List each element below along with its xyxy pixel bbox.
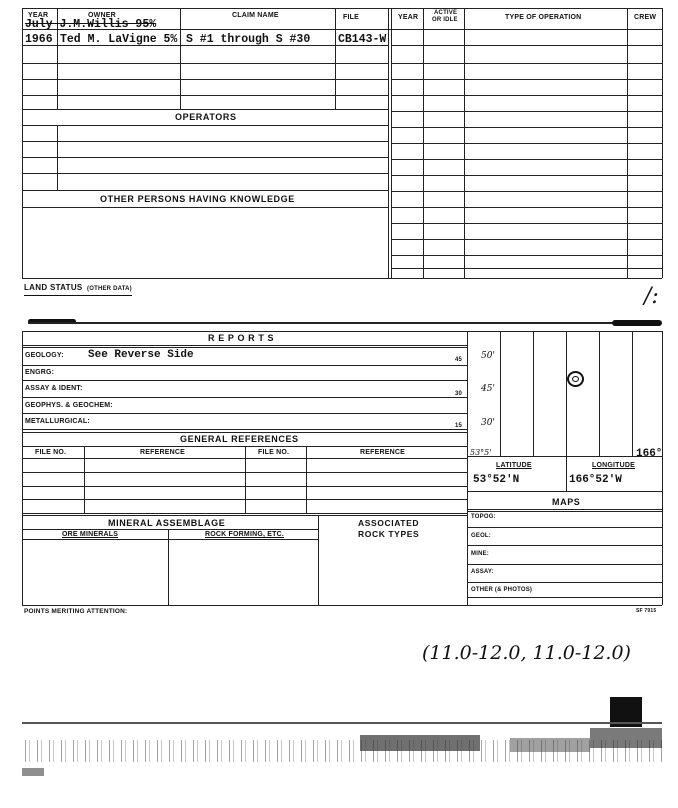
tick-45: 45 — [455, 357, 463, 363]
maps-other: OTHER (& PHOTOS) — [471, 587, 533, 593]
entry-owner: Ted M. LaVigne 5% — [60, 33, 178, 46]
tick-30: 30 — [455, 391, 463, 397]
header-owner: OWNER — [88, 12, 116, 19]
reports-title: R E P O R T S — [208, 333, 275, 343]
points-meriting-attention: POINTS MERITING ATTENTION: — [24, 608, 128, 615]
handwritten-coordinates: (11.0-12.0, 11.0-12.0) — [422, 642, 631, 664]
geology-value: See Reverse Side — [88, 349, 194, 361]
maps-geol: GEOL: — [471, 533, 491, 539]
grid-lat-53: 53°5' — [470, 448, 492, 457]
ref-reference-1: REFERENCE — [140, 449, 185, 456]
longitude-value: 166°52'W — [569, 474, 622, 486]
header-year-right: YEAR — [398, 14, 419, 21]
land-status-text: LAND STATUS — [24, 283, 83, 292]
header-claim-name: CLAIM NAME — [232, 12, 279, 19]
entry-year: 1966 — [25, 33, 53, 46]
longitude-label: LONGITUDE — [592, 462, 636, 469]
entry-file: CB143-W — [338, 33, 387, 46]
operators-title: OPERATORS — [175, 112, 237, 122]
header-year: YEAR — [28, 12, 49, 19]
rock-types-label: ROCK TYPES — [358, 529, 420, 539]
rock-forming-label: ROCK FORMING, ETC. — [205, 531, 285, 538]
header-crew: CREW — [634, 14, 657, 21]
tick-15: 15 — [455, 423, 463, 429]
other-persons-title: OTHER PERSONS HAVING KNOWLEDGE — [100, 194, 295, 204]
entry-claim-name: S #1 through S #30 — [186, 33, 311, 46]
geology-label: GEOLOGY: — [25, 352, 64, 359]
corner-pen-mark: /: — [644, 284, 659, 309]
header-file: FILE — [343, 14, 359, 21]
ore-minerals-label: ORE MINERALS — [62, 531, 119, 538]
corner-longitude: 166° — [636, 448, 663, 460]
location-marker — [567, 371, 584, 387]
grid-lat-50: 50' — [481, 351, 495, 361]
form-number: SF 7915 — [636, 608, 657, 614]
geophys-label: GEOPHYS. & GEOCHEM: — [25, 402, 113, 409]
maps-topog: TOPOG: — [471, 514, 496, 520]
maps-assay: ASSAY: — [471, 569, 494, 575]
struck-owner-entry: July J.M.Willis 95% — [25, 18, 157, 31]
land-status-label — [24, 277, 132, 296]
maps-title: MAPS — [552, 497, 581, 507]
grid-lat-45: 45' — [481, 384, 495, 394]
ref-file-no-1: FILE NO. — [35, 449, 67, 456]
assay-ident-label: ASSAY & IDENT: — [25, 385, 83, 392]
mineral-assemblage-title: MINERAL ASSEMBLAGE — [108, 518, 226, 528]
grid-lat-30: 30' — [481, 418, 495, 428]
metallurgical-label: METALLURGICAL: — [25, 418, 90, 425]
header-type-of-operation: TYPE OF OPERATION — [505, 14, 582, 21]
divider-rule — [28, 322, 660, 324]
latitude-value: 53°52'N — [473, 474, 520, 486]
header-active: ACTIVE — [434, 10, 458, 16]
associated-label: ASSOCIATED — [358, 518, 420, 528]
header-or-idle: OR IDLE — [432, 17, 458, 23]
land-status-sub: (OTHER DATA) — [87, 286, 132, 292]
general-references-title: GENERAL REFERENCES — [180, 434, 299, 444]
ref-file-no-2: FILE NO. — [258, 449, 290, 456]
maps-mine: MINE: — [471, 551, 489, 557]
latitude-label: LATITUDE — [496, 462, 532, 469]
thick-divider-right — [612, 320, 662, 326]
ref-reference-2: REFERENCE — [360, 449, 405, 456]
engrg-label: ENGRG: — [25, 369, 55, 376]
